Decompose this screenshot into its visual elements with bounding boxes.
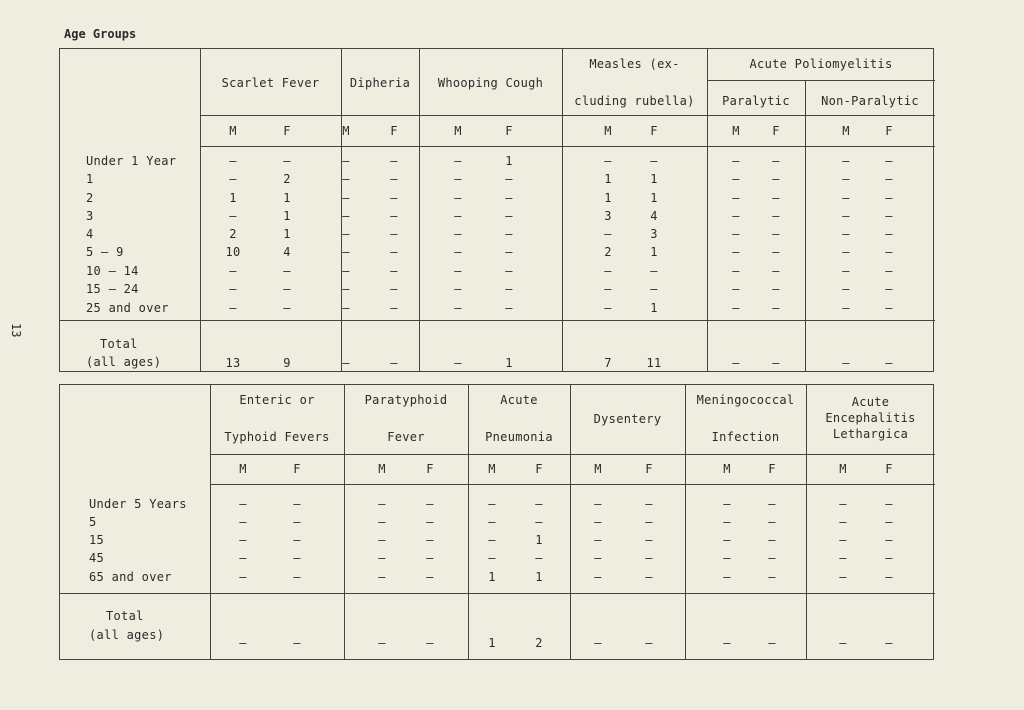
col-female: F	[535, 462, 543, 476]
table-cell: –	[772, 227, 780, 241]
header-dipheria: Dipheria	[349, 76, 411, 90]
table-cell: –	[426, 533, 434, 547]
table-cell: –	[342, 282, 350, 296]
total-cell: 1	[488, 636, 496, 650]
table-cell: –	[650, 282, 658, 296]
table-cell: –	[454, 301, 462, 315]
table-cell: –	[645, 533, 653, 547]
header-encephalitis-3: Lethargica	[832, 427, 909, 441]
table-cell: –	[604, 282, 612, 296]
table-cell: –	[488, 551, 496, 565]
table-cell: –	[842, 172, 850, 186]
table-cell: –	[293, 533, 301, 547]
total-label: Total	[106, 609, 144, 623]
table-cell: –	[454, 245, 462, 259]
col-male: M	[842, 124, 850, 138]
table-cell: –	[645, 515, 653, 529]
total-cell: –	[594, 636, 602, 650]
table-cell: 2	[229, 227, 237, 241]
table-cell: –	[390, 209, 398, 223]
total-cell: –	[426, 636, 434, 650]
table-cell: 3	[604, 209, 612, 223]
col-female: F	[390, 124, 398, 138]
table-cell: –	[839, 515, 847, 529]
table-cell: –	[768, 515, 776, 529]
table-cell: –	[505, 282, 513, 296]
table-cell: 2	[283, 172, 291, 186]
table-cell: –	[732, 191, 740, 205]
table-cell: –	[604, 301, 612, 315]
table-cell: –	[594, 497, 602, 511]
header-whooping-cough: Whooping Cough	[437, 76, 544, 90]
total-cell: –	[885, 356, 893, 370]
table-cell: 4	[283, 245, 291, 259]
table-cell: –	[594, 570, 602, 584]
notifications-table-2	[59, 384, 934, 660]
col-female: F	[645, 462, 653, 476]
table-cell: –	[885, 191, 893, 205]
table-cell: –	[426, 551, 434, 565]
table-cell: –	[772, 154, 780, 168]
table-cell: –	[732, 245, 740, 259]
table-cell: –	[239, 497, 247, 511]
table-cell: –	[839, 570, 847, 584]
header-paratyphoid-2: Fever	[387, 430, 425, 444]
table-cell: –	[390, 154, 398, 168]
table-cell: –	[594, 551, 602, 565]
table-cell: 1	[650, 245, 658, 259]
table-cell: –	[645, 551, 653, 565]
header-measles-1: Measles (ex-	[589, 57, 680, 71]
table-cell: –	[604, 227, 612, 241]
header-measles-2: cluding rubella)	[574, 94, 695, 108]
total-label-ages: (all ages)	[89, 628, 165, 642]
total-cell: –	[645, 636, 653, 650]
table-cell: –	[842, 227, 850, 241]
table-cell: –	[885, 570, 893, 584]
table-cell: –	[454, 191, 462, 205]
total-cell: 13	[225, 356, 241, 370]
table-cell: –	[885, 209, 893, 223]
table-cell: –	[505, 191, 513, 205]
col-male: M	[378, 462, 386, 476]
table-cell: –	[426, 497, 434, 511]
row-label: 15	[89, 533, 105, 547]
col-female: F	[885, 462, 893, 476]
table-cell: –	[645, 497, 653, 511]
total-label: Total	[100, 337, 138, 351]
table-cell: –	[650, 154, 658, 168]
table-cell: –	[426, 515, 434, 529]
col-female: F	[505, 124, 513, 138]
table-cell: –	[283, 301, 291, 315]
table-cell: –	[885, 172, 893, 186]
table-cell: –	[390, 282, 398, 296]
col-male: M	[604, 124, 612, 138]
row-label: 15 – 24	[86, 282, 139, 296]
col-male: M	[488, 462, 496, 476]
table-cell: –	[839, 551, 847, 565]
col-female: F	[650, 124, 658, 138]
header-paratyphoid-1: Paratyphoid	[364, 393, 448, 407]
table-cell: –	[885, 154, 893, 168]
table-cell: –	[842, 264, 850, 278]
table-cell: –	[390, 301, 398, 315]
table-cell: 1	[604, 172, 612, 186]
table-cell: –	[390, 245, 398, 259]
table-cell: –	[732, 301, 740, 315]
table-cell: –	[283, 264, 291, 278]
table-cell: –	[772, 209, 780, 223]
row-label: 65 and over	[89, 570, 172, 584]
row-label: 25 and over	[86, 301, 169, 315]
table-cell: –	[842, 154, 850, 168]
total-cell: –	[885, 636, 893, 650]
table-cell: –	[772, 264, 780, 278]
table-cell: –	[342, 301, 350, 315]
table-cell: –	[768, 570, 776, 584]
col-male: M	[732, 124, 740, 138]
col-female: F	[283, 124, 291, 138]
table-cell: –	[488, 515, 496, 529]
total-cell: 1	[505, 356, 513, 370]
notifications-table-1	[59, 48, 934, 372]
table-cell: –	[723, 497, 731, 511]
table-cell: 1	[283, 191, 291, 205]
table-cell: –	[293, 551, 301, 565]
col-female: F	[768, 462, 776, 476]
table-cell: –	[293, 497, 301, 511]
col-male: M	[723, 462, 731, 476]
table-cell: –	[378, 497, 386, 511]
table-cell: –	[283, 282, 291, 296]
page-number: 13	[9, 323, 23, 338]
table-cell: –	[505, 227, 513, 241]
table-cell: –	[229, 264, 237, 278]
table-cell: –	[342, 245, 350, 259]
table-cell: 4	[650, 209, 658, 223]
row-label: 1	[86, 172, 94, 186]
table-cell: –	[505, 209, 513, 223]
table-cell: –	[839, 497, 847, 511]
row-label: Under 1 Year	[86, 154, 177, 168]
total-cell: –	[342, 356, 350, 370]
header-meningococcal-2: Infection	[711, 430, 780, 444]
table-cell: –	[594, 533, 602, 547]
header-pneumonia-2: Pneumonia	[485, 430, 553, 444]
table-cell: 1	[505, 154, 513, 168]
table-cell: –	[772, 301, 780, 315]
row-label: 2	[86, 191, 94, 205]
total-cell: –	[768, 636, 776, 650]
table-cell: –	[842, 245, 850, 259]
row-label: 5 – 9	[86, 245, 124, 259]
table-cell: –	[772, 191, 780, 205]
table-cell: –	[454, 282, 462, 296]
row-label: Under 5 Years	[89, 497, 187, 511]
table-cell: –	[390, 264, 398, 278]
table-cell: –	[842, 301, 850, 315]
header-paralytic: Paralytic	[722, 94, 790, 108]
table-cell: –	[229, 301, 237, 315]
table-cell: –	[885, 245, 893, 259]
table-cell: –	[342, 172, 350, 186]
col-female: F	[426, 462, 434, 476]
header-encephalitis-2: Encephalitis	[825, 411, 916, 425]
table-cell: –	[239, 551, 247, 565]
table-cell: –	[842, 209, 850, 223]
total-cell: –	[390, 356, 398, 370]
table-cell: –	[342, 209, 350, 223]
total-cell: –	[839, 636, 847, 650]
total-cell: 9	[283, 356, 291, 370]
table-cell: 1	[535, 533, 543, 547]
row-label: 5	[89, 515, 97, 529]
table-cell: –	[772, 282, 780, 296]
table-cell: –	[723, 551, 731, 565]
col-male: M	[454, 124, 462, 138]
header-non-paralytic: Non-Paralytic	[821, 94, 919, 108]
table-cell: –	[229, 209, 237, 223]
table-cell: –	[732, 209, 740, 223]
table-cell: –	[768, 497, 776, 511]
table-cell: –	[505, 172, 513, 186]
table-cell: –	[732, 264, 740, 278]
table-cell: –	[293, 570, 301, 584]
page-heading: Age Groups	[64, 27, 137, 41]
table-cell: –	[378, 551, 386, 565]
total-cell: 11	[646, 356, 662, 370]
table-cell: –	[604, 154, 612, 168]
table-cell: –	[732, 154, 740, 168]
table-cell: –	[239, 570, 247, 584]
table-cell: –	[454, 209, 462, 223]
table-cell: –	[535, 497, 543, 511]
table-cell: 3	[650, 227, 658, 241]
header-pneumonia-1: Acute	[500, 393, 538, 407]
table-cell: 1	[283, 209, 291, 223]
total-cell: –	[378, 636, 386, 650]
table-cell: –	[772, 172, 780, 186]
table-cell: –	[505, 264, 513, 278]
col-male: M	[342, 124, 350, 138]
table-cell: –	[885, 264, 893, 278]
total-cell: –	[239, 636, 247, 650]
row-label: 3	[86, 209, 94, 223]
table-cell: –	[535, 551, 543, 565]
total-label-ages: (all ages)	[86, 355, 162, 369]
table-cell: –	[293, 515, 301, 529]
total-cell: 7	[604, 356, 612, 370]
table-cell: –	[723, 515, 731, 529]
total-cell: –	[454, 356, 462, 370]
table-cell: 1	[650, 172, 658, 186]
table-cell: –	[885, 515, 893, 529]
table-cell: –	[454, 154, 462, 168]
table-cell: –	[885, 282, 893, 296]
table-cell: –	[342, 227, 350, 241]
table-cell: –	[885, 497, 893, 511]
table-cell: –	[885, 227, 893, 241]
header-poliomyelitis: Acute Poliomyelitis	[749, 57, 893, 71]
header-dysentery: Dysentery	[593, 412, 662, 426]
table-cell: –	[378, 515, 386, 529]
table-cell: –	[535, 515, 543, 529]
table-cell: –	[732, 282, 740, 296]
table-cell: –	[454, 227, 462, 241]
table-cell: –	[723, 533, 731, 547]
table-cell: –	[378, 570, 386, 584]
col-male: M	[594, 462, 602, 476]
col-female: F	[772, 124, 780, 138]
total-cell: –	[772, 356, 780, 370]
col-female: F	[293, 462, 301, 476]
table-cell: –	[283, 154, 291, 168]
table-cell: –	[885, 533, 893, 547]
table-cell: –	[650, 264, 658, 278]
row-label: 10 – 14	[86, 264, 139, 278]
table-cell: –	[505, 301, 513, 315]
table-cell: –	[378, 533, 386, 547]
table-cell: –	[390, 227, 398, 241]
table-cell: –	[229, 282, 237, 296]
table-cell: –	[488, 533, 496, 547]
table-cell: –	[839, 533, 847, 547]
table-cell: –	[488, 497, 496, 511]
table-cell: –	[342, 154, 350, 168]
total-cell: –	[732, 356, 740, 370]
header-scarlet-fever: Scarlet Fever	[221, 76, 320, 90]
table-cell: –	[594, 515, 602, 529]
table-cell: –	[842, 282, 850, 296]
table-cell: –	[454, 172, 462, 186]
table-cell: 1	[650, 191, 658, 205]
table-cell: 1	[650, 301, 658, 315]
col-male: M	[239, 462, 247, 476]
table-cell: 2	[604, 245, 612, 259]
table-cell: 10	[225, 245, 241, 259]
total-cell: –	[293, 636, 301, 650]
table-cell: 1	[604, 191, 612, 205]
table-cell: –	[772, 245, 780, 259]
table-cell: 1	[229, 191, 237, 205]
header-meningococcal-1: Meningococcal	[696, 393, 795, 407]
table-cell: 1	[283, 227, 291, 241]
table-cell: –	[342, 191, 350, 205]
table-cell: –	[768, 533, 776, 547]
table-cell: –	[645, 570, 653, 584]
table-cell: –	[239, 533, 247, 547]
col-male: M	[229, 124, 237, 138]
table-cell: –	[885, 551, 893, 565]
table-cell: –	[768, 551, 776, 565]
table-cell: –	[229, 172, 237, 186]
table-cell: –	[732, 227, 740, 241]
table-cell: –	[723, 570, 731, 584]
table-cell: –	[390, 191, 398, 205]
table-cell: –	[229, 154, 237, 168]
row-label: 4	[86, 227, 94, 241]
table-cell: 1	[488, 570, 496, 584]
header-enteric-2: Typhoid Fevers	[224, 430, 330, 444]
table-cell: –	[505, 245, 513, 259]
header-enteric-1: Enteric or	[239, 393, 315, 407]
table-cell: –	[732, 172, 740, 186]
col-male: M	[839, 462, 847, 476]
total-cell: –	[723, 636, 731, 650]
table-cell: –	[885, 301, 893, 315]
table-cell: 1	[535, 570, 543, 584]
total-cell: –	[842, 356, 850, 370]
col-female: F	[885, 124, 893, 138]
table-cell: –	[342, 264, 350, 278]
table-cell: –	[390, 172, 398, 186]
header-encephalitis-1: Acute	[851, 395, 890, 409]
table-cell: –	[842, 191, 850, 205]
table-cell: –	[426, 570, 434, 584]
row-label: 45	[89, 551, 105, 565]
total-cell: 2	[535, 636, 543, 650]
table-cell: –	[604, 264, 612, 278]
table-cell: –	[454, 264, 462, 278]
table-cell: –	[239, 515, 247, 529]
